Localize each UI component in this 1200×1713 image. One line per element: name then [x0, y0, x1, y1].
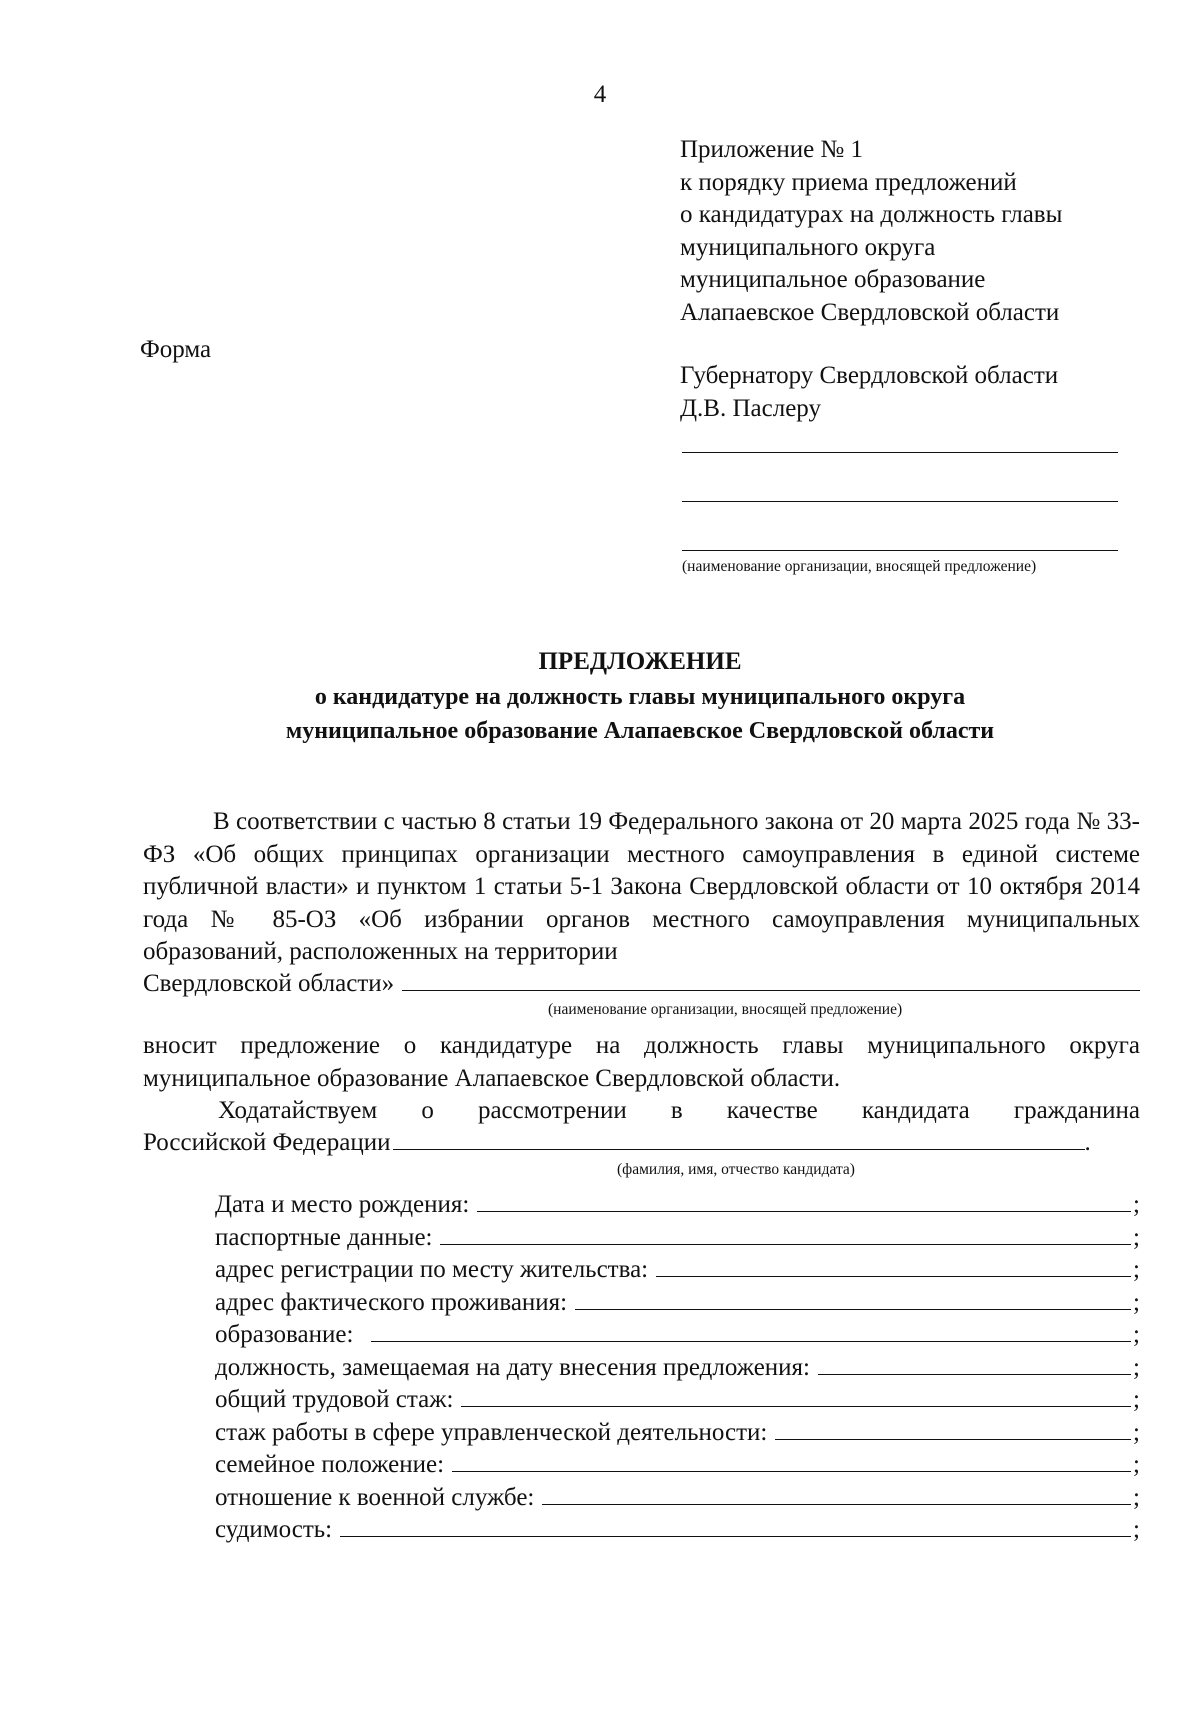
- appendix-block: [680, 134, 1062, 329]
- title-sub: муниципальное образование Алапаевское Свердловской области: [285, 718, 995, 744]
- field-actual-address: [215, 1287, 1140, 1320]
- field-input[interactable]: [656, 1254, 1131, 1277]
- field-end: ;: [1133, 1288, 1140, 1316]
- field-input[interactable]: [818, 1352, 1131, 1375]
- field-label: общий трудовой стаж:: [215, 1386, 454, 1413]
- org-name-blank-line[interactable]: [682, 452, 1118, 453]
- field-label: отношение к военной службе:: [215, 1483, 535, 1511]
- field-end: ;: [1133, 1321, 1140, 1348]
- field-management-experience: [215, 1417, 1140, 1450]
- field-label: стаж работы в сфере управленческой деятельности:: [215, 1418, 768, 1446]
- org-name-blank-line[interactable]: [682, 550, 1118, 551]
- page-number: 4: [593, 81, 607, 108]
- field-end: ;: [1133, 1191, 1140, 1218]
- field-end: ;: [1133, 1451, 1140, 1478]
- field-input[interactable]: [575, 1287, 1131, 1310]
- field-input[interactable]: [477, 1189, 1131, 1212]
- field-label: паспортные данные:: [215, 1223, 433, 1251]
- field-label: судимость:: [215, 1516, 333, 1543]
- field-work-experience: [215, 1384, 1140, 1417]
- field-input[interactable]: [461, 1384, 1131, 1407]
- field-input[interactable]: [340, 1514, 1131, 1537]
- body-paragraph-3: Ходатайствуем о рассмотрении в качестве кандидата гражданина: [218, 1097, 1140, 1124]
- appendix-line: Приложение № 1: [680, 136, 864, 163]
- field-end: ;: [1133, 1418, 1140, 1446]
- addressee-block: [680, 360, 1058, 425]
- field-position: [215, 1352, 1140, 1385]
- field-end: ;: [1133, 1516, 1140, 1543]
- field-input[interactable]: [371, 1319, 1131, 1342]
- org-name-field[interactable]: [402, 968, 1140, 991]
- org-name-row: [143, 968, 1140, 1001]
- appendix-line: о кандидатурах на должность главы: [680, 201, 1063, 228]
- field-end: ;: [1133, 1483, 1140, 1511]
- field-end: ;: [1133, 1353, 1140, 1381]
- candidate-name-row: [143, 1127, 1140, 1160]
- field-label: семейное положение:: [215, 1451, 445, 1478]
- field-input[interactable]: [452, 1449, 1131, 1472]
- field-input[interactable]: [542, 1482, 1131, 1505]
- body-paragraph-2: вносит предложение о кандидатуре на должность главы муниципального округа муниципальное образование Алапаевское Свердловской области.: [143, 1032, 1140, 1092]
- org-name-caption-inline: (наименование организации, вносящей предложение): [548, 1001, 903, 1018]
- addressee-line: Д.В. Паслеру: [680, 394, 821, 422]
- field-passport: [215, 1222, 1140, 1255]
- org-name-caption: (наименование организации, вносящей предложение): [682, 558, 1037, 575]
- candidate-fields: [215, 1189, 1140, 1547]
- body-paragraph-3-tail: Российской Федерации: [143, 1129, 391, 1156]
- field-military-service: [215, 1482, 1140, 1515]
- field-label: должность, замещаемая на дату внесения предложения:: [215, 1353, 810, 1381]
- org-name-blank-line[interactable]: [682, 501, 1118, 502]
- field-input[interactable]: [775, 1417, 1131, 1440]
- candidate-name-field[interactable]: [393, 1127, 1085, 1150]
- field-input[interactable]: [440, 1222, 1131, 1245]
- appendix-line: к порядку приема предложений: [680, 168, 1017, 196]
- field-label: образование:: [215, 1321, 354, 1348]
- title-main: ПРЕДЛОЖЕНИЕ: [538, 648, 742, 675]
- body-paragraph-1: В соответствии с частью 8 статьи 19 Федерального закона от 20 марта 2025 года № 33-ФЗ «Об общих принципах организации местного самоуправления в единой системе публичной власти» и пунктом 1 статьи 5-1 Закона Свердловской области от 10 октября 2014 года № 85-ОЗ «Об избрании органов местного самоуправления муниципальных образований, расположенных на территории: [143, 808, 1140, 965]
- title-sub: о кандидатуре на должность главы муниципального округа: [314, 684, 966, 710]
- document-title: [0, 644, 1200, 748]
- field-label: Дата и место рождения:: [215, 1191, 470, 1218]
- appendix-line: муниципального округа: [680, 233, 936, 261]
- field-birth: [215, 1189, 1140, 1222]
- field-education: [215, 1319, 1140, 1352]
- field-end: ;: [1133, 1386, 1140, 1413]
- field-marital-status: [215, 1449, 1140, 1482]
- field-end: ;: [1133, 1223, 1140, 1251]
- appendix-line: Алапаевское Свердловской области: [680, 298, 1060, 326]
- candidate-name-caption: (фамилия, имя, отчество кандидата): [617, 1161, 855, 1178]
- field-label: адрес фактического проживания:: [215, 1288, 568, 1316]
- candidate-name-end: .: [1084, 1129, 1091, 1156]
- form-label: Форма: [140, 336, 212, 363]
- field-registration-address: [215, 1254, 1140, 1287]
- field-criminal-record: [215, 1514, 1140, 1547]
- addressee-line: Губернатору Свердловской области: [680, 362, 1059, 389]
- field-end: ;: [1133, 1256, 1140, 1283]
- appendix-line: муниципальное образование: [680, 266, 986, 293]
- body-paragraph-1-tail: Свердловской области»: [143, 970, 395, 997]
- field-label: адрес регистрации по месту жительства:: [215, 1256, 649, 1283]
